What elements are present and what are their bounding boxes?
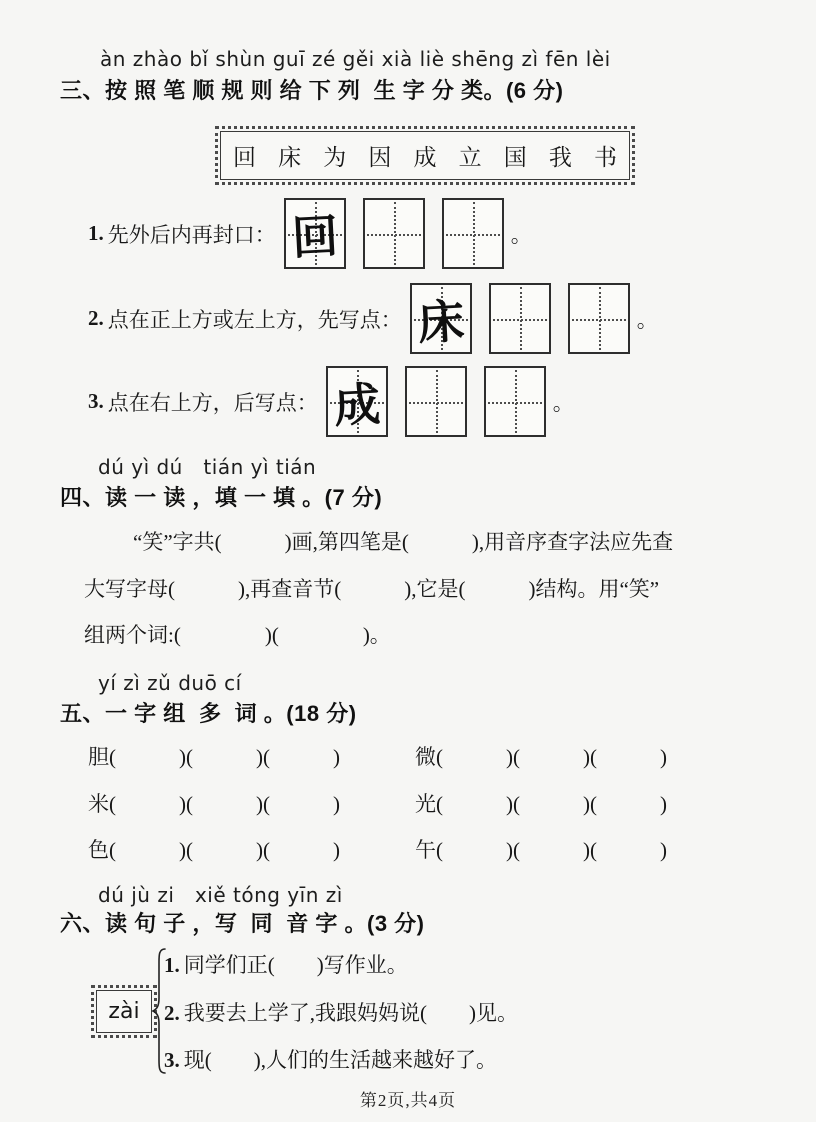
grid-cell-empty — [568, 283, 630, 354]
grid-cell-empty — [489, 283, 551, 354]
word-blanks: ( )( )( ) — [436, 838, 667, 862]
homophone-pinyin-box: zài — [96, 990, 152, 1033]
bank-char: 回 — [233, 145, 256, 170]
sentence-text: 同学们正( )写作业。 — [183, 953, 408, 977]
bank-char: 我 — [548, 145, 572, 170]
bank-char: 因 — [368, 145, 392, 170]
grid-cell — [326, 366, 388, 437]
section6-pinyin: dú jù zi xiě tóng yīn zì — [98, 883, 343, 907]
writing-grid — [284, 198, 504, 269]
bank-char: 立 — [458, 145, 482, 170]
section4-title: 四、读 一 读 ，填 一 填 。(7 分) — [60, 485, 383, 510]
word-group-right — [415, 834, 667, 864]
section6-title: 六、读 句 子 ，写 同 音 字 。(3 分) — [60, 911, 425, 936]
head-char: 午 — [415, 838, 436, 862]
sentence-number: 2. — [164, 1001, 180, 1025]
section3-pinyin: àn zhào bǐ shùn guī zé gěi xià liè shēng zì fēn lèi — [100, 47, 611, 71]
model-character: 成 — [332, 378, 382, 432]
grid-cell-empty — [484, 366, 546, 437]
word-blanks: ( )( )( ) — [109, 792, 340, 816]
question-number: 3. — [88, 389, 104, 413]
bank-char: 为 — [323, 145, 347, 170]
head-char: 光 — [415, 792, 436, 816]
grid-cell — [284, 198, 346, 269]
fill-line: 组两个词:( )( )。 — [84, 623, 391, 647]
word-group-left — [88, 838, 340, 862]
section5-pinyin: yí zì zǔ duō cí — [98, 671, 242, 695]
model-character: 回 — [290, 210, 340, 264]
word-blanks: ( )( )( ) — [436, 745, 667, 769]
question-item-1 — [88, 198, 532, 269]
character-bank — [220, 131, 630, 180]
sentence-number: 1. — [164, 953, 180, 977]
grid-cell-empty — [405, 366, 467, 437]
word-row — [88, 788, 760, 818]
section5-title: 五、一 字 组 多 词 。(18 分) — [60, 701, 357, 726]
section3-title: 三、按 照 笔 顺 规 则 给 下 列 生 字 分 类。(6 分) — [60, 78, 564, 103]
section4-pinyin: dú yì dú tián yì tián — [98, 455, 317, 479]
head-char: 微 — [415, 745, 436, 769]
word-blanks: ( )( )( ) — [109, 838, 340, 862]
grid-cell — [410, 283, 472, 354]
question-number: 2. — [88, 306, 104, 330]
word-row — [88, 741, 760, 771]
model-character: 床 — [416, 295, 466, 349]
ideographic-period: 。 — [552, 390, 574, 415]
writing-grid — [410, 283, 630, 354]
sentence-3 — [164, 1046, 497, 1074]
ideographic-period: 。 — [636, 307, 658, 332]
page-footer: 第2页,共4页 — [359, 1091, 457, 1110]
word-blanks: ( )( )( ) — [109, 745, 340, 769]
question-item-3 — [88, 366, 574, 437]
writing-grid — [326, 366, 546, 437]
bank-char: 床 — [278, 145, 302, 170]
question-label: 点在正上方或左上方，先写点： — [107, 307, 402, 332]
word-row — [88, 834, 760, 864]
word-group-left — [88, 745, 340, 769]
word-blanks: ( )( )( ) — [436, 792, 667, 816]
grid-cell-empty — [442, 198, 504, 269]
bank-char: 国 — [503, 145, 527, 170]
fill-line: 大写字母( ),再查音节( ),它是( )结构。用“笑” — [84, 577, 660, 601]
sentence-1 — [164, 951, 408, 979]
head-char: 色 — [88, 838, 109, 862]
question-label: 点在右上方，后写点： — [107, 390, 318, 415]
head-char: 米 — [88, 792, 109, 816]
sentence-2 — [164, 999, 518, 1027]
head-char: 胆 — [88, 745, 109, 769]
word-group-left — [88, 792, 340, 816]
question-label: 先外后内再封口： — [107, 222, 276, 247]
fill-line: “笑”字共( )画,第四笔是( ),用音序查字法应先查 — [133, 530, 674, 554]
ideographic-period: 。 — [510, 222, 532, 247]
question-number: 1. — [88, 221, 104, 245]
bank-char: 成 — [413, 145, 437, 170]
sentence-text: 现( ),人们的生活越来越好了。 — [183, 1048, 497, 1072]
word-group-right — [415, 741, 667, 771]
bank-char: 书 — [594, 145, 617, 170]
sentence-text: 我要去上学了,我跟妈妈说( )见。 — [183, 1001, 518, 1025]
question-item-2 — [88, 283, 658, 354]
word-group-right — [415, 788, 667, 818]
grid-cell-empty — [363, 198, 425, 269]
sentence-number: 3. — [164, 1048, 180, 1072]
